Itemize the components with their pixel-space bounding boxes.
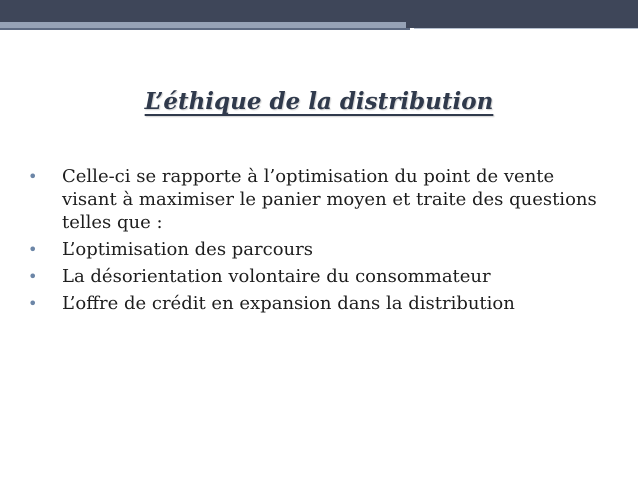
bullet-text-4: L’offre de crédit en expansion dans la distribution [62, 293, 515, 314]
header-band-line-left [0, 28, 410, 30]
bullet-text-3: La désorientation volontaire du consommateur [62, 266, 491, 287]
bullet-item-4 [28, 292, 608, 315]
bullet-item-2 [28, 238, 608, 261]
bullet-list [28, 165, 608, 319]
header-band [0, 0, 638, 44]
bullet-icon: • [28, 167, 38, 186]
bullet-text-1: Celle-ci se rapporte à l’optimisation du point de vente visant à maximiser le panier moyen et traite des questions telles que : [62, 166, 597, 233]
bullet-item-1 [28, 165, 608, 234]
bullet-icon: • [28, 240, 38, 259]
bullet-icon: • [28, 294, 38, 313]
bullet-item-3 [28, 265, 608, 288]
header-band-main [0, 0, 638, 22]
header-band-line-right [414, 28, 638, 29]
bullet-text-2: L’optimisation des parcours [62, 239, 313, 260]
slide-title: L’éthique de la distribution [144, 88, 494, 115]
bullet-icon: • [28, 267, 38, 286]
